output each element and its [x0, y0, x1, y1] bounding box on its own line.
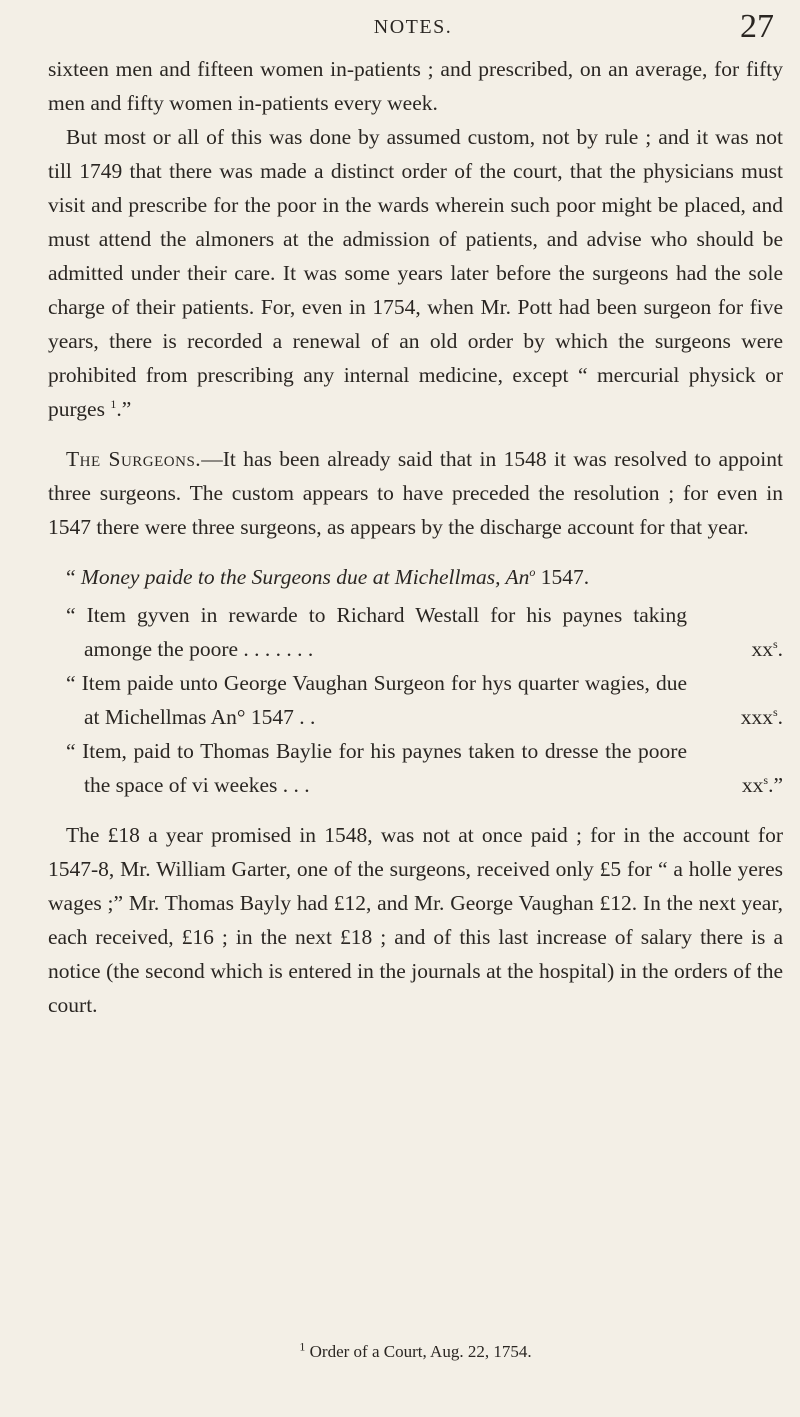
amount-punct: .: [777, 637, 783, 661]
ledger-entry-text: “ Item, paid to Thomas Baylie for his paynes taken to dresse the poore the space of vi weekes . . .: [66, 739, 687, 797]
ledger-entry-text: “ Item paide unto George Vaughan Surgeon for hys quarter wagies, due at Michellmas An° 1547 . .: [66, 671, 687, 729]
quote-title: [48, 560, 783, 594]
footnote-text: Order of a Court, Aug. 22, 1754.: [305, 1342, 532, 1361]
quote-year: 1547.: [535, 565, 590, 589]
quote-title-sup: o: [529, 564, 536, 579]
paragraph-2: [48, 120, 783, 426]
paragraph-2-text: But most or all of this was done by assumed custom, not by rule ; and it was not till 1749 that there was made a distinct order of the court, that the physicians must visit and prescribe for the poor in the wards wherein such poor might be placed, and must attend the almoners at the admission of patients, and advise who should be admitted under their care. It was some years later before the surgeons had the sole charge of their patients. For, even in 1754, when Mr. Pott had been surgeon for five years, there is recorded a renewal of an old order by which the surgeons were prohibited from prescribing any internal medicine, except “ mercurial physick or purges: [48, 125, 783, 421]
ledger-entry-amount: [691, 768, 783, 802]
body-text: [48, 52, 783, 1022]
amount-unit: s: [772, 704, 778, 719]
ledger-entry: [48, 734, 783, 802]
page-number: 27: [740, 8, 774, 45]
ledger-entry-amount: [691, 632, 783, 666]
footnote: [48, 1339, 783, 1362]
paragraph-1: sixteen men and fifteen women in-patients ; and prescribed, on an average, for fifty men and fifty women in-patients every week.: [48, 57, 783, 115]
paragraph-2-end: .”: [116, 397, 132, 421]
ledger-entries: [48, 598, 783, 802]
amount-value: xx: [741, 773, 764, 797]
amount-value: xxx: [740, 705, 773, 729]
amount-unit: s: [763, 772, 769, 787]
page-header: [48, 8, 778, 48]
amount-punct: .”: [768, 773, 783, 797]
footnote-reference[interactable]: 1: [110, 396, 117, 411]
paragraph-5: The £18 a year promised in 1548, was not at once paid ; for in the account for 1547-8, Mr. William Garter, one of the surgeons, received only £5 for “ a holle yeres wages ;” Mr. Thomas Bayly had £12, and Mr. George Vaughan £12. In the next year, each received, £16 ; in the next £18 ; and of this last increase of salary there is a notice (the second which is entered in the journals at the hospital) in the orders of the court.: [48, 823, 783, 1017]
ledger-entry-text: “ Item gyven in rewarde to Richard Westall for his paynes taking amonge the poore . . . . . . .: [66, 603, 687, 661]
paragraph-3-text: —It has been already said that in 1548 it was resolved to appoint three surgeons. The custom appears to have preceded the resolution ; for even in 1547 there were three surgeons, as appears by the discharge account for that year.: [48, 447, 783, 539]
ledger-entry-amount: [691, 700, 783, 734]
running-head: NOTES.: [373, 16, 453, 38]
amount-unit: s: [772, 636, 778, 651]
amount-value: xx: [751, 637, 773, 661]
section-heading: The Surgeons.: [66, 447, 202, 471]
amount-punct: .: [777, 705, 783, 729]
quote-title-text: Money paide to the Surgeons due at Michellmas, An: [80, 565, 530, 589]
ledger-entry: [48, 598, 783, 666]
quote-open: “: [66, 565, 76, 589]
ledger-entry: [48, 666, 783, 734]
paragraph-3: [48, 442, 783, 544]
footnote-marker: 1: [299, 1339, 306, 1354]
